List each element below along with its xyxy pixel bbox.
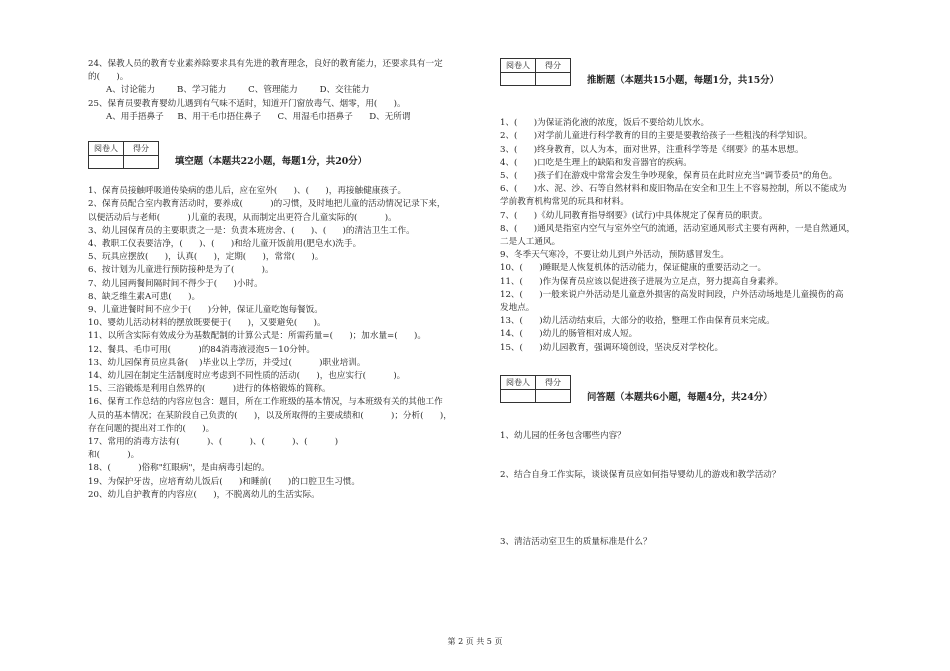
question-line: 6、按计划为儿童进行预防接种是为了( )。 [88,265,274,276]
question-line: 3、幼儿园保育员的主要职责之一是：负责本班房舍、( )、( )的清洁卫生工作。 [88,225,415,236]
score-box [500,375,571,403]
question-line: 14、( )幼儿的肠管相对成人短。 [500,329,638,340]
question-line: 5、玩具应摆放( )，认真( )，定期( )，常常( )。 [88,252,324,263]
score-label: 得分 [536,375,571,389]
question-line: 5、( )孩子们在游戏中常常会发生争吵现象，保育员在此时应充当"调节委员"的角色。 [500,171,838,182]
question-line: 16、保育工作总结的内容应包含：题目，所在工作班级的基本情况，与本班级有关的其他工作 [88,397,443,408]
question-line: 13、幼儿园保育员应具备( )毕业以上学历，并受过( )职业培训。 [88,357,366,368]
qa-question-2: 2、结合自身工作实际，谈谈保育员应如何指导婴幼儿的游戏和教学活动？ [500,470,781,481]
qa-question-1: 1、幼儿园的任务包含哪些内容？ [500,431,626,442]
question-line: 11、( )作为保育员应该以促进孩子进展为立足点，努力提高自身素养。 [500,276,784,287]
question-line: 1、( )为保证消化液的浓度，饭后不要给幼儿饮水。 [500,118,710,129]
section-title-judgement: 推断题（本题共15小题，每题1分，共15分） [587,75,779,86]
question-line: 学前教育机构常见的玩具和材料。 [500,197,629,208]
question-line: 发地点。 [500,303,535,314]
question-line: 12、( )一般来说户外活动是儿童意外损害的高发时间段，户外活动场地是儿童摸伤的高 [500,289,844,300]
question-line: 3、( )终身教育，以人为本，面对世界，注重科学等是《纲要》的基本思想。 [500,144,804,155]
question-line: 14、幼儿园在制定生活制度时应考虑到不同性质的活动( )，也应实行( )。 [88,371,406,382]
score-cell [536,390,571,403]
question-line: 2、保育员配合室内教育活动时，要养成( )的习惯，及时地把儿童的活动情况记录下来， [88,199,446,210]
section-title-qa: 问答题（本题共6小题，每题4分，共24分） [587,391,773,403]
qa-question-3: 3、清洁活动室卫生的质量标准是什么？ [500,537,652,548]
question-line: 7、幼儿园两餐间隔时间不得少于( )小时。 [88,278,263,289]
fill-blank-section-header [88,141,486,169]
question-line: 18、( )俗称"红眼病"，是由病毒引起的。 [88,463,270,474]
score-cell [536,73,571,86]
question-line: 和( )。 [88,450,140,461]
grader-label: 阅卷人 [501,59,536,73]
question-line: 2、( )对学前儿童进行科学教育的目的主要是要教给孩子一些粗浅的科学知识。 [500,131,813,142]
question-line: 人员的基本情况；在某阶段自己负责的( )，以及所取得的主要成绩和( )；分析( )， [88,410,452,421]
question-24-line1: 24、保教人员的教育专业素养除要求具有先进的教育理念，良好的教育能力，还要求具有一定 [88,59,443,69]
score-cell [124,156,159,169]
question-line: 12、餐具、毛巾可用( )的84消毒液浸泡5－10分钟。 [88,344,315,355]
grader-label: 阅卷人 [501,375,536,389]
question-line: 11、以所含实际有效成分为基数配制的计算公式是：所需药量=( )；加水量=( )。 [88,331,426,342]
score-label: 得分 [536,59,571,73]
grader-cell [501,73,536,86]
question-24-line2: 的( )。 [88,72,129,83]
question-line: 13、( )幼儿活动结束后，大部分的收拾，整理工作由保育员来完成。 [500,316,775,327]
question-line: 4、( )口吃是生理上的缺陷和发音器官的疾病。 [500,157,692,168]
question-line: 1、保育员接触呼吸道传染病的患儿后，应在室外( )、( )，再接触健康孩子。 [88,186,407,197]
question-line: 9、冬季天气寒冷，不要让幼儿到户外活动，预防感冒发生。 [500,250,729,261]
grader-cell [501,390,536,403]
score-box [88,141,159,169]
judgement-questions [500,117,872,355]
page-footer: 第 2 页 共 5 页 [447,637,503,646]
question-line: 4、教职工仪表要洁净，( )、( )和给儿童开饭前用(肥皂水)洗手。 [88,239,362,250]
question-line: 17、常用的消毒方法有( )、( )、( )、( ) [88,437,339,448]
question-25-options: A、用手捂鼻子 B、用干毛巾捂住鼻子 C、用湿毛巾捂鼻子 D、无所谓 [106,111,411,122]
question-line: 9、儿童进餐时间不应少于( )分钟，保证儿童吃饱每餐饭。 [88,305,323,316]
question-line: 以便活动后与老师( )儿童的表现，从而制定出更符合儿童实际的( )。 [88,212,397,223]
question-line: 19、为保护牙齿，应培育幼儿饭后( )和睡前( )的口腔卫生习惯。 [88,476,360,487]
grader-label: 阅卷人 [89,142,124,156]
question-line: 10、婴幼儿活动材料的摆放既要便于( )，又要避免( )。 [88,318,326,329]
question-25-line1: 25、保育员要教育婴幼儿遇到有气味不适时，知道开门窗放毒气、烟零，用( )。 [88,98,406,109]
question-line: 6、( )水、泥、沙、石等自然材料和废旧物品在安全和卫生上不容易控制，所以不能成为 [500,184,847,195]
question-line: 8、( )通风是指室内空气与室外空气的流通，活动室通风形式主要有两种，一是自然通风， [500,223,856,234]
question-line: 15、( )幼儿园教育，强调环境创设，坚决反对学校化。 [500,342,724,353]
qa-section-header [500,375,872,404]
fill-blank-questions [88,185,486,502]
score-label: 得分 [124,142,159,156]
judgement-section-header [500,58,872,87]
left-column [88,58,486,502]
question-line: 存在问题的提出对工作的( )。 [88,423,215,434]
section-title-fill-blank: 填空题（本题共22小题，每题1分，共20分） [175,156,367,168]
question-line: 8、缺乏维生素A可患( )。 [88,291,201,302]
question-line: 10、( )睡眠是人恢复机体的活动能力，保证健康的重要活动之一。 [500,263,767,274]
question-line: 15、三浴锻炼是利用自然界的( )进行的体格锻炼的简称。 [88,384,331,395]
question-24-options: A、讨论能力 B、学习能力 C、管理能力 D、交往能力 [106,85,370,96]
right-column [500,58,872,550]
grader-cell [89,156,124,169]
score-box [500,58,571,86]
question-line: 20、幼儿自护教育的内容应( )，不脱离幼儿的生活实际。 [88,489,320,500]
question-line: 7、( )《幼儿同教育指导纲要》(试行)中具体规定了保育员的职责。 [500,210,768,221]
question-line: 二是人工通风。 [500,237,561,248]
